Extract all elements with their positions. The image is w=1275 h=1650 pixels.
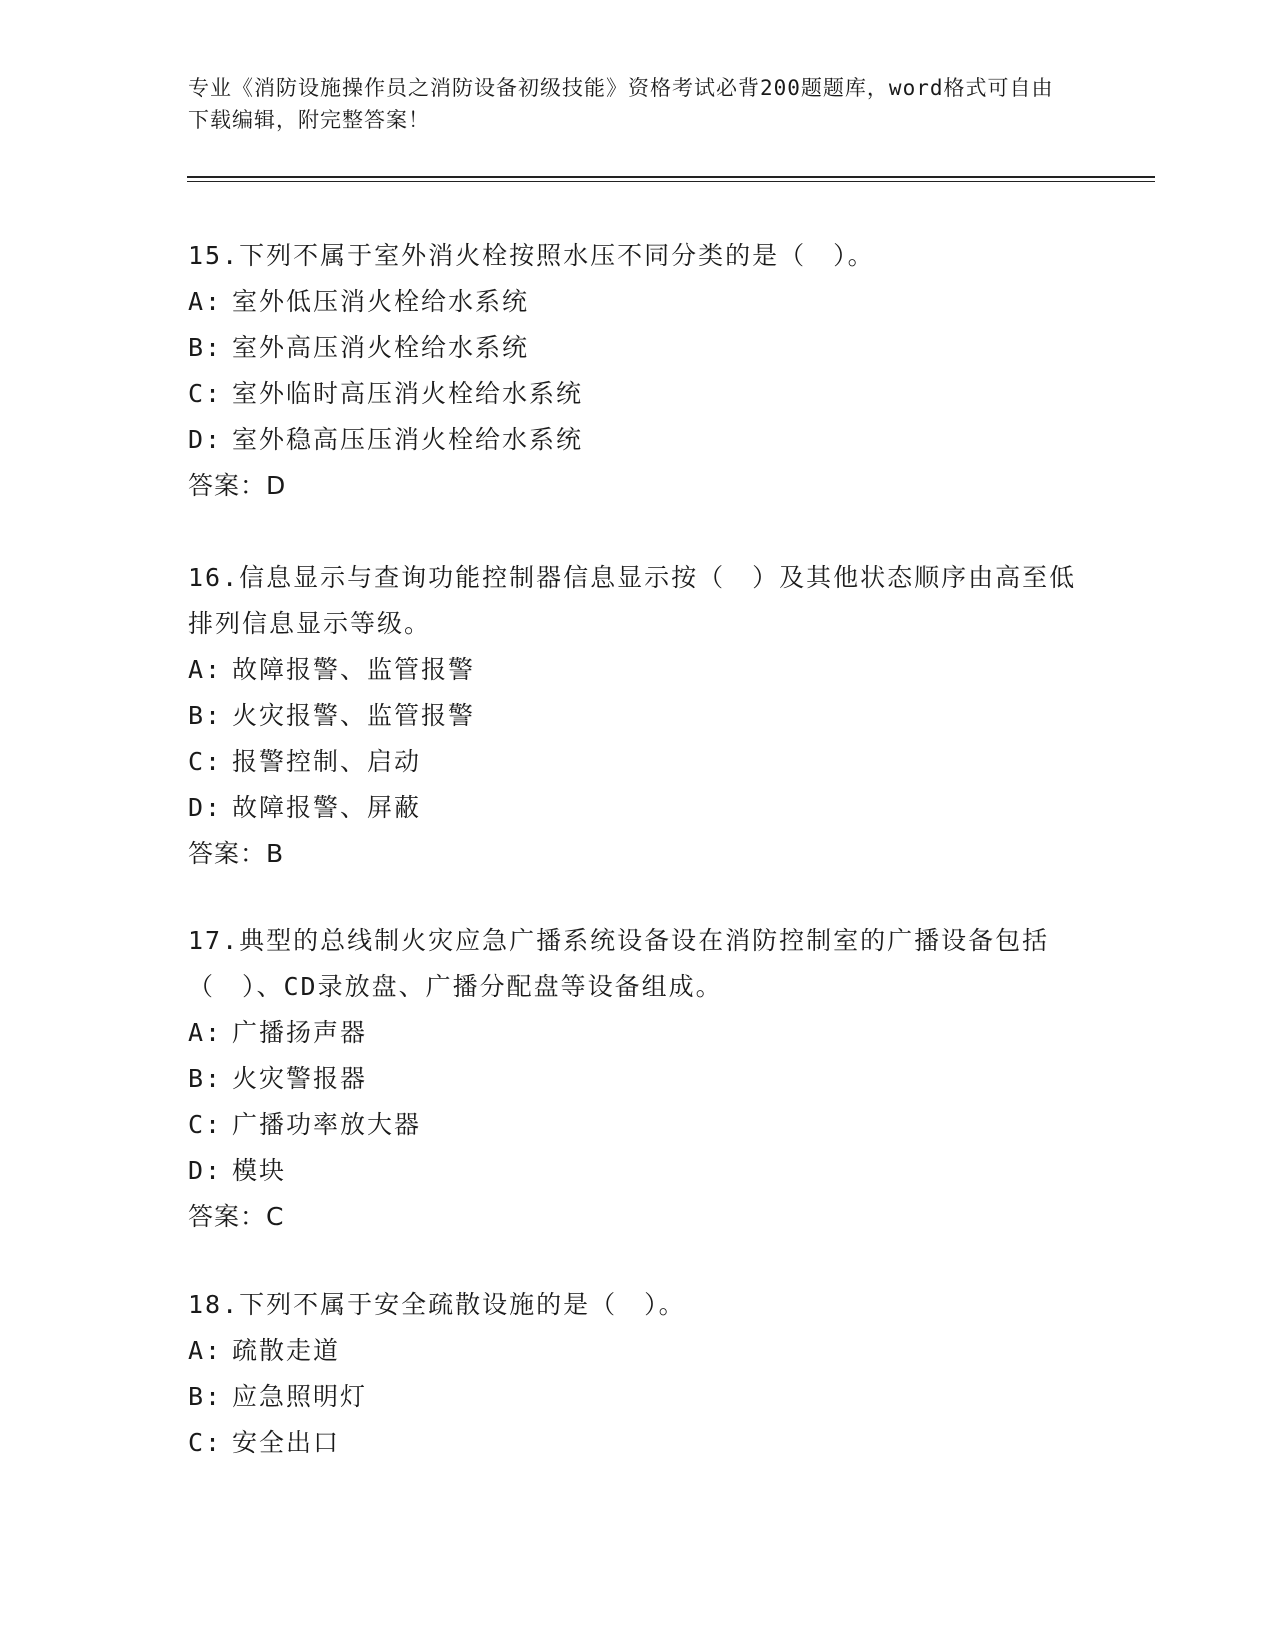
option-key: C: xyxy=(188,1428,223,1457)
option-key: A: xyxy=(188,287,223,316)
option-c xyxy=(188,371,1088,417)
option-key: A: xyxy=(188,1018,223,1047)
option-text: 室外高压消火栓给水系统 xyxy=(232,333,530,362)
option-text: 广播扬声器 xyxy=(232,1018,368,1047)
option-text: 报警控制、启动 xyxy=(232,747,422,776)
question-stem: 16.信息显示与查询功能控制器信息显示按（ ）及其他状态顺序由高至低排列信息显示等级。 xyxy=(188,563,1077,638)
option-a xyxy=(188,1328,1088,1374)
question-stem: 17.典型的总线制火灾应急广播系统设备设在消防控制室的广播设备包括（ ）、CD录放盘、广播分配盘等设备组成。 xyxy=(188,926,1050,1001)
question-17 xyxy=(188,918,1088,1240)
option-text: 广播功率放大器 xyxy=(232,1110,422,1139)
option-d xyxy=(188,785,1088,831)
option-key: D: xyxy=(188,425,223,454)
option-d xyxy=(188,417,1088,463)
option-text: 室外低压消火栓给水系统 xyxy=(232,287,530,316)
document-intro: 专业《消防设施操作员之消防设备初级技能》资格考试必背200题题库，word格式可自由下载编辑，附完整答案！ xyxy=(188,76,1054,132)
option-b xyxy=(188,1374,1088,1420)
option-b xyxy=(188,1056,1088,1102)
option-key: C: xyxy=(188,747,223,776)
option-c xyxy=(188,1420,1088,1466)
option-text: 室外临时高压消火栓给水系统 xyxy=(232,379,584,408)
question-16 xyxy=(188,555,1088,877)
option-text: 火灾警报器 xyxy=(232,1064,368,1093)
option-key: D: xyxy=(188,1156,223,1185)
option-key: B: xyxy=(188,1382,223,1411)
option-b xyxy=(188,693,1088,739)
question-stem: 15.下列不属于室外消火栓按照水压不同分类的是（ ）。 xyxy=(188,241,875,270)
option-key: A: xyxy=(188,655,223,684)
option-text: 故障报警、监管报警 xyxy=(232,655,476,684)
option-a xyxy=(188,279,1088,325)
question-15 xyxy=(188,233,1088,509)
option-a xyxy=(188,647,1088,693)
option-text: 模块 xyxy=(232,1156,287,1185)
answer-line: 答案：D xyxy=(188,471,287,500)
option-c xyxy=(188,1102,1088,1148)
option-text: 室外稳高压压消火栓给水系统 xyxy=(232,425,584,454)
answer-line: 答案：B xyxy=(188,839,285,868)
option-text: 安全出口 xyxy=(232,1428,341,1457)
option-d xyxy=(188,1148,1088,1194)
option-text: 疏散走道 xyxy=(232,1336,341,1365)
answer-line: 答案：C xyxy=(188,1202,285,1231)
option-key: B: xyxy=(188,701,223,730)
option-key: A: xyxy=(188,1336,223,1365)
option-key: D: xyxy=(188,793,223,822)
option-b xyxy=(188,325,1088,371)
option-text: 故障报警、屏蔽 xyxy=(232,793,422,822)
question-stem: 18.下列不属于安全疏散设施的是（ ）。 xyxy=(188,1290,686,1319)
question-18 xyxy=(188,1282,1088,1466)
option-key: C: xyxy=(188,379,223,408)
option-key: B: xyxy=(188,1064,223,1093)
option-text: 应急照明灯 xyxy=(232,1382,368,1411)
option-c xyxy=(188,739,1088,785)
header-divider xyxy=(187,176,1155,178)
option-key: C: xyxy=(188,1110,223,1139)
option-key: B: xyxy=(188,333,223,362)
option-a xyxy=(188,1010,1088,1056)
header-divider-thin xyxy=(187,181,1155,182)
option-text: 火灾报警、监管报警 xyxy=(232,701,476,730)
